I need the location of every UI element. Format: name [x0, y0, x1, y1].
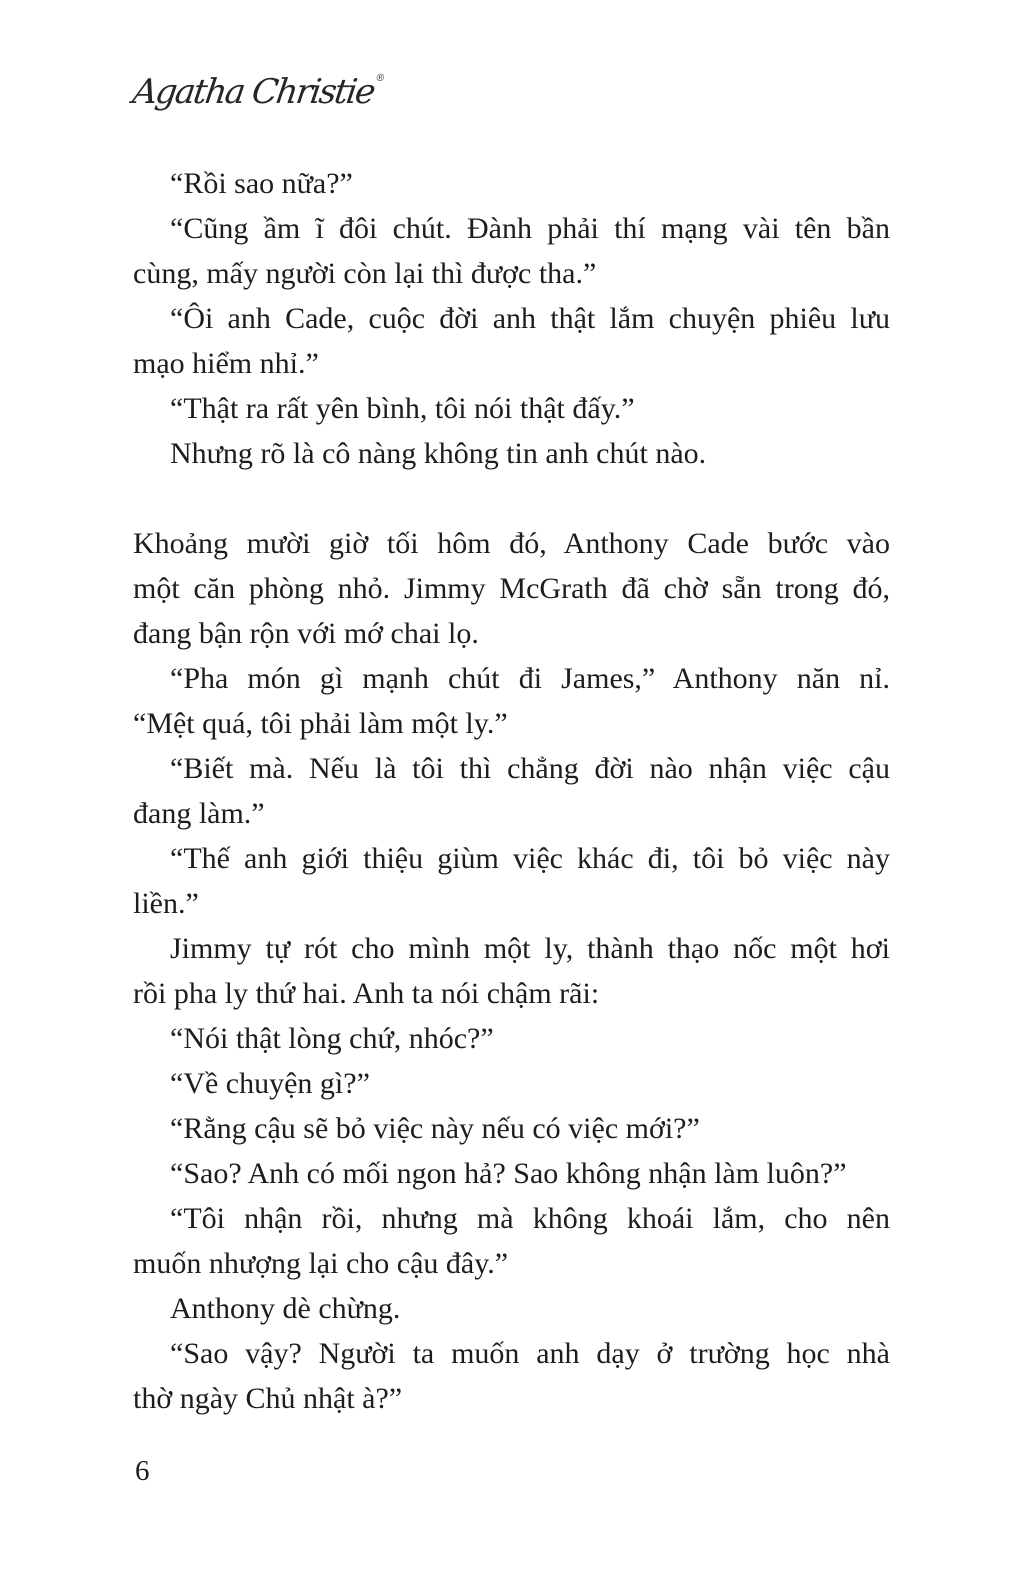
- text-line: “Pha món gì mạnh chút đi James,” Anthony năn nỉ.: [170, 662, 890, 695]
- paragraph: [133, 1151, 890, 1196]
- paragraph: [133, 386, 890, 431]
- text-line: “Thế anh giới thiệu giùm việc khác đi, tôi bỏ việc này: [170, 842, 890, 875]
- text-line: thờ ngày Chủ nhật à?”: [133, 1382, 403, 1415]
- text-line: “Cũng ầm ĩ đôi chút. Đành phải thí mạng vài tên bần: [170, 212, 890, 245]
- text-line: “Về chuyện gì?”: [170, 1067, 370, 1100]
- body-text: [133, 161, 890, 1421]
- text-line: đang làm.”: [133, 797, 265, 830]
- text-line: muốn nhượng lại cho cậu đây.”: [133, 1247, 509, 1280]
- paragraph: [133, 521, 890, 656]
- paragraph: [133, 161, 890, 206]
- page-number: 6: [135, 1455, 150, 1487]
- paragraph: [133, 926, 890, 1016]
- text-line: liền.”: [133, 887, 199, 920]
- paragraph: [133, 1106, 890, 1151]
- agatha-christie-signature: [130, 72, 386, 112]
- paragraph: [133, 431, 890, 476]
- text-line: “Biết mà. Nếu là tôi thì chẳng đời nào nhận việc cậu: [170, 752, 890, 785]
- publisher-brand: [130, 72, 387, 112]
- text-line: Nhưng rõ là cô nàng không tin anh chút nào.: [170, 437, 707, 470]
- signature-text: Agatha Christie: [130, 72, 377, 112]
- text-line: “Sao? Anh có mối ngon hả? Sao không nhận làm luôn?”: [170, 1157, 847, 1190]
- text-line: “Ôi anh Cade, cuộc đời anh thật lắm chuyện phiêu lưu: [170, 302, 890, 335]
- text-line: Khoảng mười giờ tối hôm đó, Anthony Cade bước vào: [133, 527, 890, 560]
- text-line: một căn phòng nhỏ. Jimmy McGrath đã chờ sẵn trong đó,: [133, 572, 890, 605]
- paragraph: [133, 206, 890, 296]
- paragraph: [133, 296, 890, 386]
- paragraph: [133, 1016, 890, 1061]
- paragraph: [133, 1061, 890, 1106]
- text-line: đang bận rộn với mớ chai lọ.: [133, 617, 479, 650]
- text-line: cùng, mấy người còn lại thì được tha.”: [133, 257, 597, 290]
- text-line: “Sao vậy? Người ta muốn anh dạy ở trường học nhà: [170, 1337, 890, 1370]
- paragraph: [133, 1196, 890, 1286]
- text-line: mạo hiểm nhỉ.”: [133, 347, 319, 380]
- text-line: Jimmy tự rót cho mình một ly, thành thạo nốc một hơi: [170, 932, 890, 965]
- text-line: “Tôi nhận rồi, nhưng mà không khoái lắm, cho nên: [170, 1202, 890, 1235]
- text-line: “Thật ra rất yên bình, tôi nói thật đấy.”: [170, 392, 635, 425]
- text-line: Anthony dè chừng.: [170, 1292, 401, 1325]
- text-line: “Nói thật lòng chứ, nhóc?”: [170, 1022, 494, 1055]
- text-line: rồi pha ly thứ hai. Anh ta nói chậm rãi:: [133, 977, 600, 1010]
- text-line: “Rằng cậu sẽ bỏ việc này nếu có việc mới?”: [170, 1112, 700, 1145]
- paragraph: [133, 1286, 890, 1331]
- paragraph: [133, 836, 890, 926]
- text-line: “Mệt quá, tôi phải làm một ly.”: [133, 707, 508, 740]
- paragraph: [133, 1331, 890, 1421]
- paragraph: [133, 656, 890, 746]
- paragraph: [133, 746, 890, 836]
- registered-trademark-icon: ®: [374, 73, 387, 84]
- text-line: “Rồi sao nữa?”: [170, 167, 353, 200]
